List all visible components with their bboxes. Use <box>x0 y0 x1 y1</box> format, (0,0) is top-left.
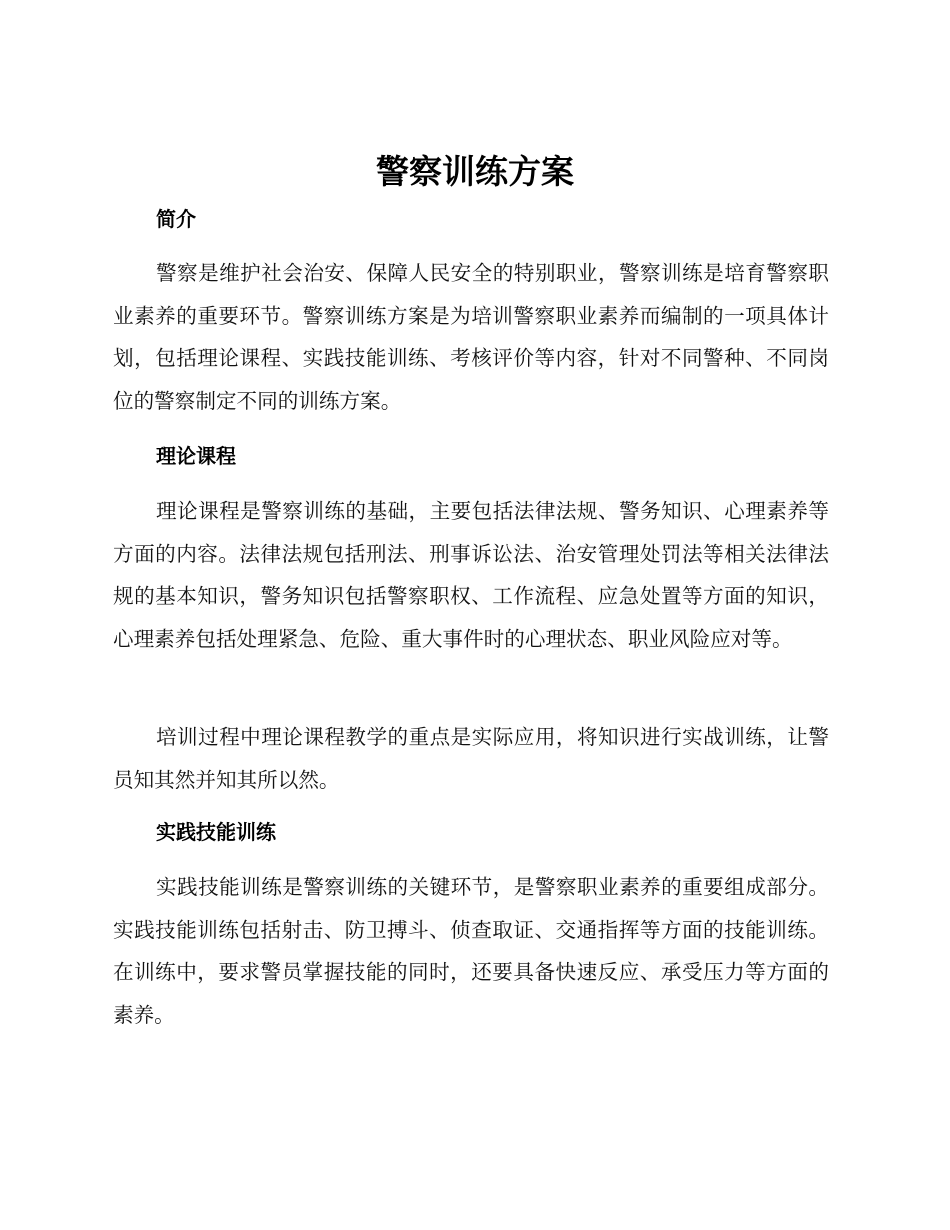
section-heading-theory: 理论课程 <box>156 444 236 468</box>
document-title: 警察训练方案 <box>376 152 574 191</box>
practice-paragraph: 实践技能训练是警察训练的关键环节，是警察职业素养的重要组成部分。实践技能训练包括射击、防卫搏斗、侦查取证、交通指挥等方面的技能训练。在训练中，要求警员掌握技能的同时，还要具备快速反应、承受压力等方面的素养。 <box>113 875 829 1027</box>
section-heading-intro: 简介 <box>156 207 196 231</box>
intro-paragraph: 警察是维护社会治安、保障人民安全的特别职业，警察训练是培育警察职业素养的重要环节。警察训练方案是为培训警察职业素养而编制的一项具体计划，包括理论课程、实践技能训练、考核评价等内容，针对不同警种、不同岗位的警察制定不同的训练方案。 <box>113 261 829 413</box>
section-heading-practice: 实践技能训练 <box>156 820 276 844</box>
theory-paragraph-2: 培训过程中理论课程教学的重点是实际应用，将知识进行实战训练，让警员知其然并知其所以然。 <box>113 725 829 792</box>
theory-paragraph-1: 理论课程是警察训练的基础，主要包括法律法规、警务知识、心理素养等方面的内容。法律法规包括刑法、刑事诉讼法、治安管理处罚法等相关法律法规的基本知识，警务知识包括警察职权、工作流程、应急处置等方面的知识，心理素养包括处理紧急、危险、重大事件时的心理状态、职业风险应对等。 <box>113 499 829 651</box>
